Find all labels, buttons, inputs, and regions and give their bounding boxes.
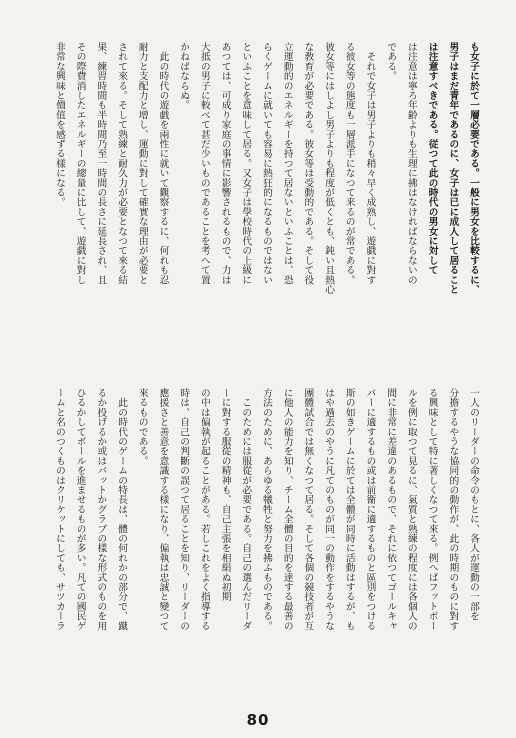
text-column: 一人のリーダーの命令のもとに、各人が運動の一部を xyxy=(468,388,479,621)
text-column: るか投げるか或はバットかグラブの樣な形式のものを用 xyxy=(95,388,107,631)
text-column: あつては、可成り家庭の事情に影響されるもので、力は xyxy=(219,42,231,285)
text-column: 彼女等にはしよし男子よりも程度が低くとも、鈍い且熱心 xyxy=(323,42,335,295)
text-column: 非常な興味と價值を感ずる樣になる。 xyxy=(53,42,65,207)
text-column: 立運動的のエネルギーを持つて居ないといふことは、恐 xyxy=(281,42,293,285)
text-column: されて來る。そして熟練と耐久力が必要となつて來る結 xyxy=(116,42,128,285)
text-column: ームと名のつくものはクリケットにしても、サツカーラ xyxy=(53,388,65,631)
text-column: る興味として特に著しくなつて來る。例へばフットボー xyxy=(426,388,438,631)
text-column: 來るものである。 xyxy=(136,388,148,466)
text-column: といふことを意味して居る。又女子は學校時代の上級に xyxy=(240,42,252,285)
text-column: である。 xyxy=(385,42,397,81)
text-column: 時は、自己の判斷の誤つて居ることを知り、リーダーの xyxy=(178,388,190,631)
text-column: に他人の能力を知り、チーム全體の目的を達する最善の xyxy=(281,388,293,631)
text-column: も女子に於て一層必要である。一般に男女を比較するに、 xyxy=(468,42,479,295)
text-column: な敎育が必要である。彼女等は受動的である。そして役 xyxy=(302,42,314,285)
text-column: ルを例に取つて見るに、氣質と熟練の程度には各個人の xyxy=(405,388,417,631)
text-column: かねばならぬ。 xyxy=(178,42,190,110)
text-column: 耐力と支配力と增し、運動に對して確實な理由が必要と xyxy=(136,42,148,285)
text-column: らくゲームに就いても容易に熱狂的になるものではない xyxy=(260,42,272,285)
lower-text-block xyxy=(43,388,478,708)
text-column: の中は偏執が起ることがある。若しこれをよく指導する xyxy=(198,388,210,631)
text-column: このためには服從が必要である。自己の選んだリーダ xyxy=(240,388,252,631)
text-column: 男子はまだ青年であるのに、女子は已に成人して居ること xyxy=(447,42,459,295)
page-number: 80 xyxy=(246,711,270,729)
text-column: 間に非常に差違のあるもので、それに依つてゴールキャ xyxy=(385,388,397,631)
upper-text-block xyxy=(43,42,478,342)
text-column: 方法のために、あらゆる犧牲と努力を拂ふものである。 xyxy=(260,388,272,631)
text-column: 此の時代のゲームの特長は、體の何れかの部分で、蹴 xyxy=(116,388,128,631)
text-column: ーに對する服從の精神も、自己主張を相絹ぬ初期 xyxy=(219,388,231,602)
text-column: は注意は寧ろ年齢よりも生理に拂はなければならないの xyxy=(405,42,417,285)
text-column: その際費消したエネルギーの總量に比して、遊戯に對し xyxy=(74,42,86,285)
text-column: 團體試合では無くなつて居る。そして各個の競技者が互 xyxy=(302,388,314,631)
text-column: それで女子は男子よりも稍々早く成熟し、遊戯に對す xyxy=(364,42,376,285)
text-column: る彼女等の態度も一層派手になつて来るのが常である。 xyxy=(343,42,355,285)
text-column: 斯の如きゲームに於ては全體が同時に活動はするが、も xyxy=(343,388,355,631)
text-column: パーに適するもの或は前衞に適するものと區別をつける xyxy=(364,388,376,631)
text-column: ひるかしてボールを進ませるものが多い。凡ての國民ゲ xyxy=(74,388,86,631)
text-column: 大抵の男子に較べて甚だ少いものであることを考へて置 xyxy=(198,42,210,285)
text-column: 分擔するやうな協同的の動作が、此の時期のものに對す xyxy=(447,388,459,631)
text-column: は注意すべきである。従つて此の時代の男女に対して xyxy=(426,42,438,275)
text-column: 果、練習時間も半時間乃至一時間の長さに延長され、且 xyxy=(95,42,107,285)
text-column: 此の時代の遊戯を兩性に就いて觀察するに、何れも忍 xyxy=(157,42,169,285)
text-column: 應援さと善意を意識する樣になり、偏執は忠誠と變つて xyxy=(157,388,169,631)
text-column: はや過去のやうに凡てのものが同一の動作をするやうな xyxy=(323,388,335,631)
